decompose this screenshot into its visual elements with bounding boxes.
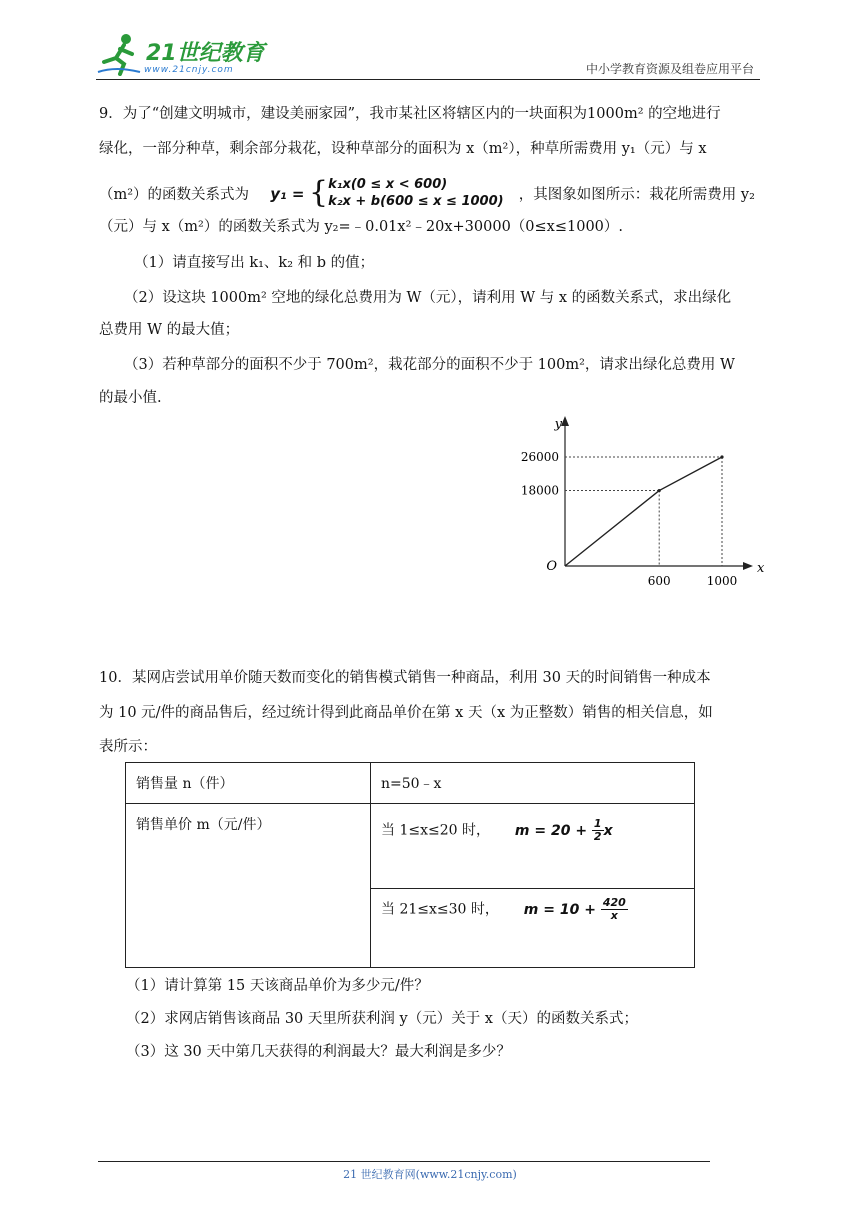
case2-text: 当 21≤x≤30 时， <box>381 901 499 918</box>
case1-formula-post: x <box>603 822 613 839</box>
case2-frac-den: x <box>610 909 618 922</box>
case1-frac-num: 1 <box>593 817 602 830</box>
q10-sub2: （2）求网店销售该商品 30 天里所获利润 y（元）关于 x（天）的函数关系式； <box>126 1011 638 1027</box>
y-tick-label: 26000 <box>520 450 559 464</box>
x-tick-label: 600 <box>647 574 671 588</box>
x-axis-arrow <box>743 562 753 570</box>
case2-frac-num: 420 <box>602 896 626 909</box>
table-cell-sales-volume-label: 销售量 n（件） <box>126 763 371 804</box>
logo-text: 21世纪教育 <box>146 41 265 66</box>
q9-sub2b: 总费用 W 的最大值； <box>99 322 240 338</box>
q10-line1: 10．某网店尝试用单价随天数而变化的销售模式销售一种商品，利用 30 天的时间销售一种成本 <box>99 670 711 686</box>
formula-case1: k₁x(0 ≤ x < 600) <box>328 177 448 192</box>
data-point <box>658 489 661 492</box>
case1-text: 当 1≤x≤20 时， <box>381 822 490 839</box>
header-divider <box>96 79 760 80</box>
q9-line3-post: ，其图象如图所示：栽花所需费用 y₂ <box>518 187 755 203</box>
logo-url: www.21cnjy.com <box>144 65 234 75</box>
table-cell-case1 <box>371 804 695 889</box>
q9-sub3b: 的最小值. <box>99 390 162 406</box>
q10-line2: 为 10 元/件的商品售后，经过统计得到此商品单价在第 x 天（x 为正整数）销售的相关信息，如 <box>99 705 713 721</box>
piecewise-formula: {k₁x(0 ≤ x < 600) k₂x + b(600 ≤ x ≤ 1000) <box>309 175 504 210</box>
y-axis-label: y <box>554 417 562 432</box>
case2-fraction <box>601 897 628 922</box>
q10-sub1: （1）请计算第 15 天该商品单价为多少元/件？ <box>126 978 429 994</box>
q9-line3-pre: （m²）的函数关系式为 <box>99 187 250 203</box>
q9-sub1: （1）请直接写出 k₁、k₂ 和 b 的值； <box>134 255 375 271</box>
runner-icon <box>96 32 144 76</box>
q9-sub3a: （3）若种草部分的面积不少于 700m²，栽花部分的面积不少于 100m²，请求出绿化总费用 W <box>124 357 735 373</box>
formula-case2: k₂x + b(600 ≤ x ≤ 1000) <box>328 194 504 209</box>
cost-function-chart <box>515 412 765 600</box>
table-row <box>126 763 695 804</box>
table-cell-sales-volume-value: n=50﹣x <box>371 763 695 804</box>
sales-info-table <box>125 762 695 968</box>
y-axis-arrow <box>561 416 569 426</box>
x-tick-label: 1000 <box>706 574 738 588</box>
case2-formula <box>523 896 628 922</box>
table-row <box>126 804 695 889</box>
footer-text: 21 世纪教育网(www.21cnjy.com) <box>343 1168 517 1181</box>
case1-fraction <box>592 818 604 843</box>
q9-sub2a: （2）设这块 1000m² 空地的绿化总费用为 W（元），请利用 W 与 x 的函数关系式，求出绿化 <box>124 290 732 306</box>
case1-formula-pre: m = 20 + <box>514 822 588 839</box>
table-cell-case2 <box>371 889 695 968</box>
q9-line2: 绿化，一部分种草，剩余部分栽花，设种草部分的面积为 x（m²），种草所需费用 y₁（元）与 x <box>99 141 707 157</box>
q10-sub3: （3）这 30 天中第几天获得的利润最大？最大利润是多少？ <box>126 1044 511 1060</box>
origin-label: O <box>546 559 557 574</box>
formula-lhs: y₁ = <box>270 185 305 203</box>
y-tick-label: 18000 <box>520 483 559 498</box>
site-logo <box>96 30 266 82</box>
data-point <box>720 455 723 458</box>
platform-name: 中小学教育资源及组卷应用平台 <box>585 62 754 76</box>
q9-line3 <box>99 175 755 212</box>
series-line <box>565 457 722 566</box>
case1-formula <box>514 817 613 843</box>
footer-divider <box>98 1161 710 1162</box>
x-axis-label: x <box>757 561 765 576</box>
q9-line4: （元）与 x（m²）的函数关系式为 y₂=﹣0.01x²﹣20x+30000（0≤x≤1000）. <box>99 219 624 235</box>
q10-line3: 表所示： <box>99 739 157 755</box>
table-cell-unit-price-label: 销售单价 m（元/件） <box>126 804 371 968</box>
q9-line1: 9．为了“创建文明城市，建设美丽家园”，我市某社区将辖区内的一块面积为1000m² 的空地进行 <box>99 106 721 122</box>
case1-frac-den: 2 <box>593 830 602 843</box>
case2-formula-pre: m = 10 + <box>523 901 596 918</box>
